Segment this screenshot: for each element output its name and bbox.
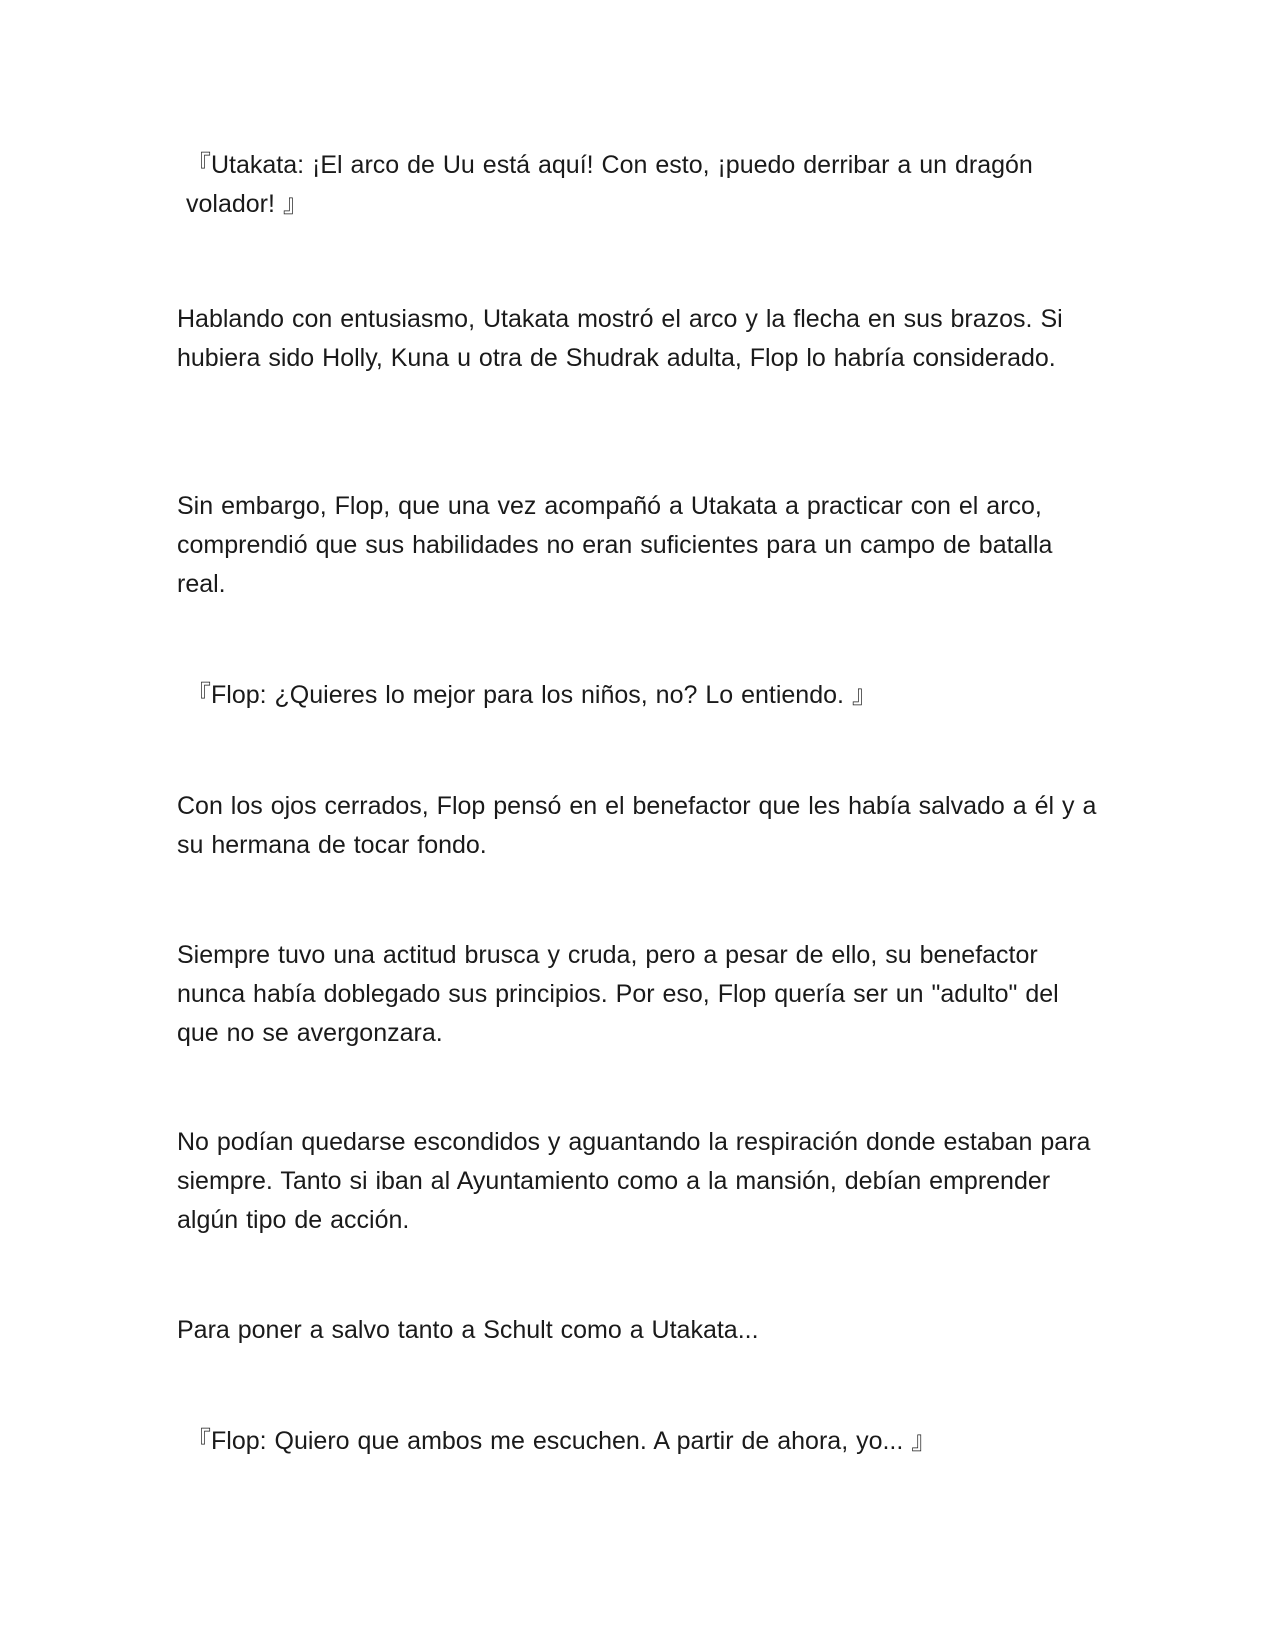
narration-paragraph: Sin embargo, Flop, que una vez acompañó a Utakata a practicar con el arco, comprendió que sus habilidades no eran suficientes para un campo de batalla real. — [177, 492, 1053, 598]
narration-paragraph: No podían quedarse escondidos y aguantando la respiración donde estaban para siempre. Tanto si iban al Ayuntamiento como a la mansión, debían emprender algún tipo de acción. — [177, 1128, 1091, 1234]
dialogue-flop-final: 『Flop: Quiero que ambos me escuchen. A partir de ahora, yo... 』 — [186, 1427, 937, 1455]
narration-paragraph: Para poner a salvo tanto a Schult como a Utakata... — [177, 1316, 759, 1344]
narration-paragraph: Siempre tuvo una actitud brusca y cruda, pero a pesar de ello, su benefactor nunca había doblegado sus principios. Por eso, Flop quería ser un "adulto" del que no se avergonzara. — [177, 941, 1059, 1047]
dialogue-utakata: 『Utakata: ¡El arco de Uu está aquí! Con esto, ¡puedo derribar a un dragón volador! 』 — [186, 151, 1033, 218]
narration-paragraph: Con los ojos cerrados, Flop pensó en el benefactor que les había salvado a él y a su hermana de tocar fondo. — [177, 792, 1097, 859]
narration-paragraph: Hablando con entusiasmo, Utakata mostró el arco y la flecha en sus brazos. Si hubiera sido Holly, Kuna u otra de Shudrak adulta, Flop lo habría considerado. — [177, 305, 1063, 372]
dialogue-flop: 『Flop: ¿Quieres lo mejor para los niños, no? Lo entiendo. 』 — [186, 681, 877, 709]
